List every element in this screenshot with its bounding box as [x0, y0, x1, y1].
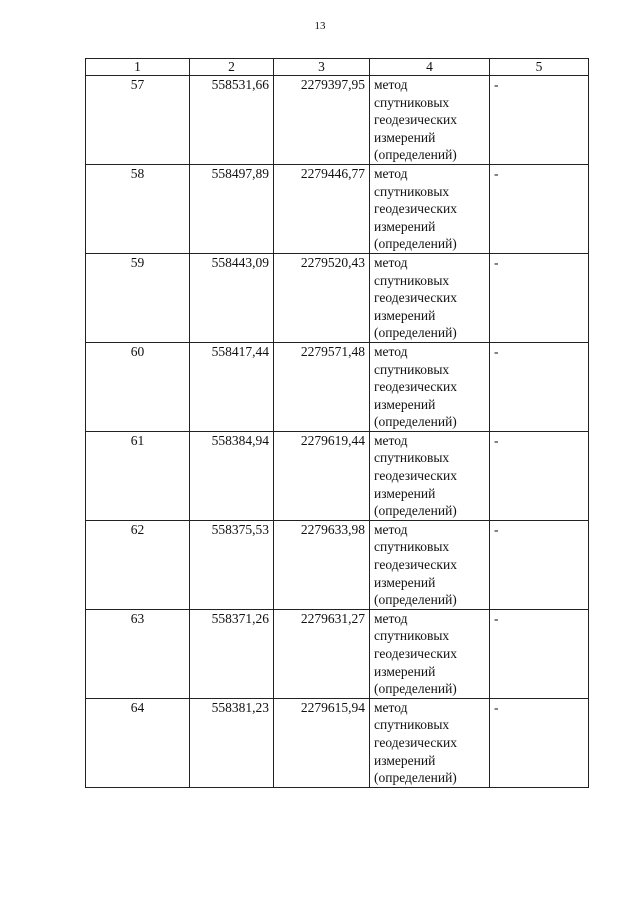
note-cell: -: [490, 342, 589, 431]
table-row: [86, 76, 589, 165]
y-coordinate-cell: 2279520,43: [274, 253, 370, 342]
table-row: [86, 698, 589, 787]
header-cell-5: 5: [490, 59, 589, 76]
header-cell-4: 4: [370, 59, 490, 76]
method-cell: метод спутниковых геодезических измерений (определений): [370, 253, 490, 342]
method-cell: метод спутниковых геодезических измерений (определений): [370, 698, 490, 787]
method-cell: метод спутниковых геодезических измерений (определений): [370, 520, 490, 609]
table-row: [86, 520, 589, 609]
table-row: [86, 164, 589, 253]
table-row: [86, 609, 589, 698]
point-number-cell: 58: [86, 164, 190, 253]
x-coordinate-cell: 558417,44: [190, 342, 274, 431]
point-number-cell: 64: [86, 698, 190, 787]
method-cell: метод спутниковых геодезических измерений (определений): [370, 431, 490, 520]
x-coordinate-cell: 558443,09: [190, 253, 274, 342]
note-cell: -: [490, 609, 589, 698]
header-cell-3: 3: [274, 59, 370, 76]
note-cell: -: [490, 698, 589, 787]
table-row: [86, 431, 589, 520]
table-row: [86, 342, 589, 431]
note-cell: -: [490, 520, 589, 609]
page-number: 13: [314, 20, 326, 32]
method-cell: метод спутниковых геодезических измерений (определений): [370, 164, 490, 253]
y-coordinate-cell: 2279397,95: [274, 76, 370, 165]
x-coordinate-cell: 558371,26: [190, 609, 274, 698]
y-coordinate-cell: 2279446,77: [274, 164, 370, 253]
x-coordinate-cell: 558375,53: [190, 520, 274, 609]
header-cell-2: 2: [190, 59, 274, 76]
y-coordinate-cell: 2279631,27: [274, 609, 370, 698]
point-number-cell: 61: [86, 431, 190, 520]
method-cell: метод спутниковых геодезических измерений (определений): [370, 342, 490, 431]
coordinates-table: [85, 58, 589, 788]
point-number-cell: 60: [86, 342, 190, 431]
method-cell: метод спутниковых геодезических измерений (определений): [370, 609, 490, 698]
y-coordinate-cell: 2279615,94: [274, 698, 370, 787]
note-cell: -: [490, 76, 589, 165]
coordinates-table-body: [86, 59, 589, 788]
y-coordinate-cell: 2279571,48: [274, 342, 370, 431]
x-coordinate-cell: 558531,66: [190, 76, 274, 165]
note-cell: -: [490, 164, 589, 253]
table-row: [86, 253, 589, 342]
note-cell: -: [490, 431, 589, 520]
point-number-cell: 59: [86, 253, 190, 342]
point-number-cell: 63: [86, 609, 190, 698]
point-number-cell: 62: [86, 520, 190, 609]
note-cell: -: [490, 253, 589, 342]
x-coordinate-cell: 558384,94: [190, 431, 274, 520]
y-coordinate-cell: 2279619,44: [274, 431, 370, 520]
point-number-cell: 57: [86, 76, 190, 165]
x-coordinate-cell: 558381,23: [190, 698, 274, 787]
header-cell-1: 1: [86, 59, 190, 76]
method-cell: метод спутниковых геодезических измерений (определений): [370, 76, 490, 165]
x-coordinate-cell: 558497,89: [190, 164, 274, 253]
y-coordinate-cell: 2279633,98: [274, 520, 370, 609]
table-header-row: [86, 59, 589, 76]
